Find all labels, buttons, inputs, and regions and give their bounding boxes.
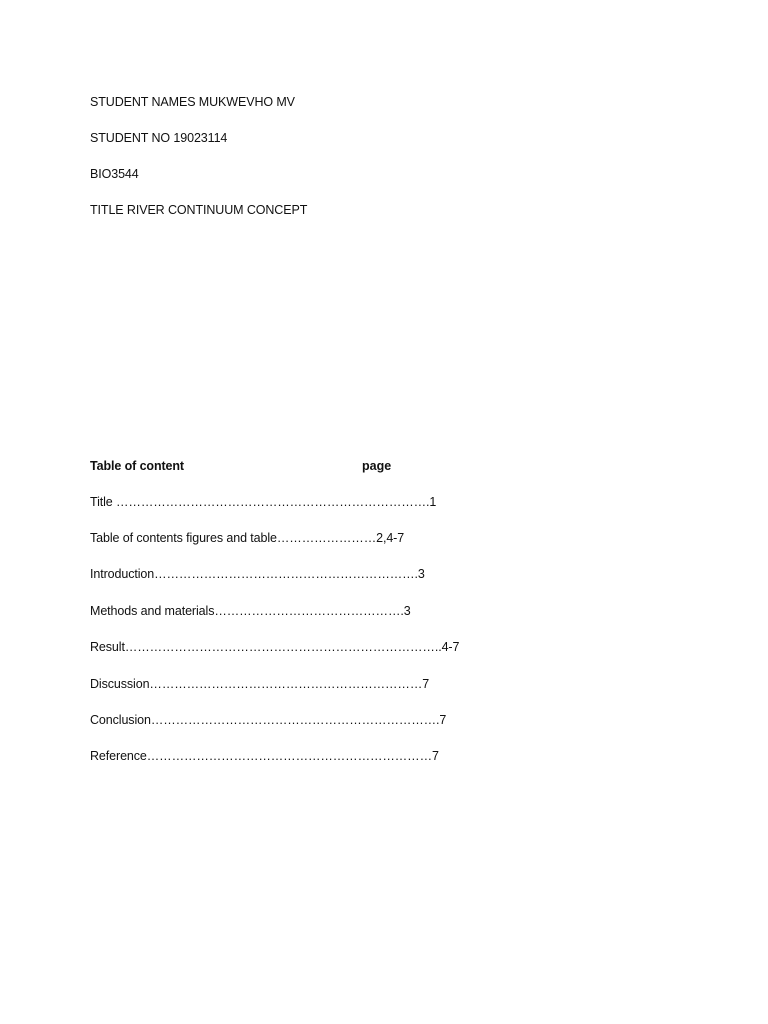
toc-entry-title: Title ………………………………………………………………….1 [90,495,437,509]
student-names: STUDENT NAMES MUKWEVHO MV [90,95,295,109]
toc-entry-conclusion: Conclusion…………………………………………………………….7 [90,713,447,727]
toc-entry-result: Result…………………………………………………………………..4-7 [90,640,460,654]
toc-heading: Table of content [90,459,184,473]
toc-entry-methods: Methods and materials……………………………………….3 [90,604,411,618]
student-number: STUDENT NO 19023114 [90,131,228,145]
toc-page-heading: page [362,459,392,473]
course-code: BIO3544 [90,167,139,181]
toc-entry-contents: Table of contents figures and table……………………2,4-7 [90,531,405,545]
toc-entry-discussion: Discussion…………………………………………………………7 [90,677,430,691]
document-title: TITLE RIVER CONTINUUM CONCEPT [90,203,308,217]
toc-entry-reference: Reference……………………………………………………………7 [90,749,439,763]
toc-entry-introduction: Introduction……………………………………………………….3 [90,567,425,581]
